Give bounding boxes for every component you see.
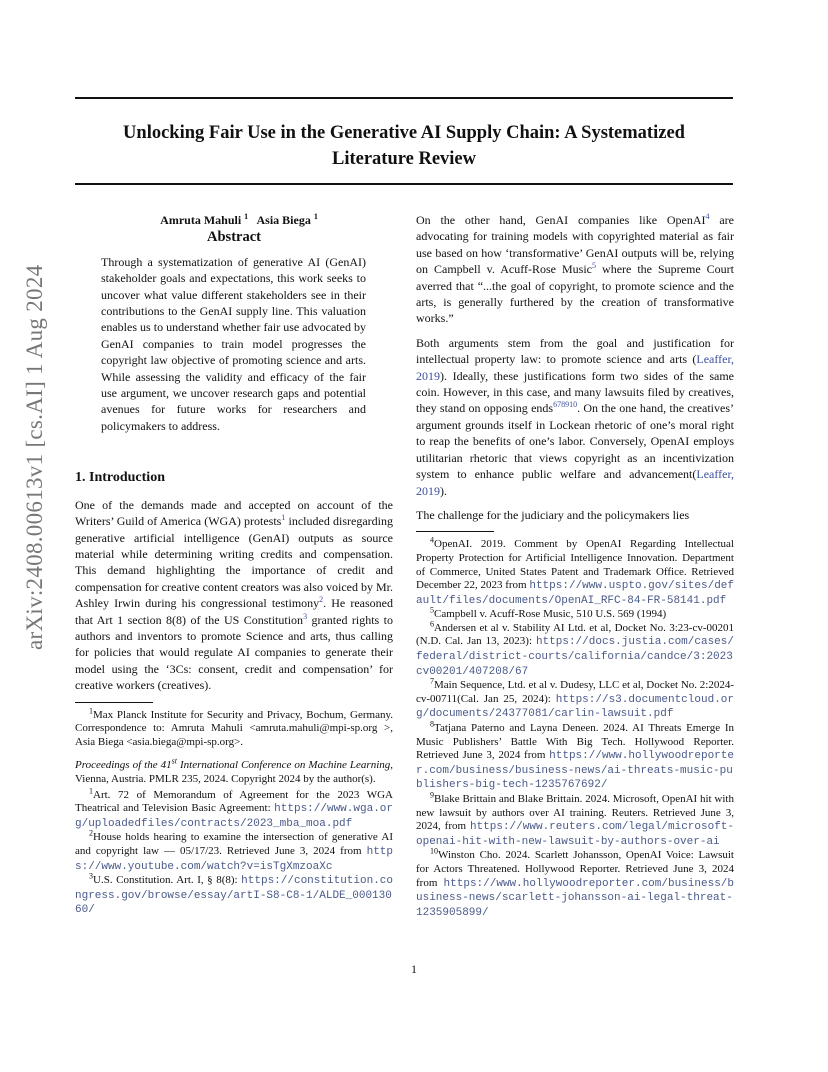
footnote — [416, 846, 734, 920]
footnote-text: OpenAI. 2019. Comment by OpenAI Regarding Intellectual Property Protection for Artificial Intelligence Innovation. Department of Commerce, United States Patent and Trademark Office. Retrieved December 22, 2023 from — [416, 538, 734, 592]
footnote-url-link[interactable]: https://www.uspto.gov/sites/default/files/documents/OpenAI_RFC-84-FR-58141.pdf — [416, 580, 734, 607]
footnote-text: Campbell v. Acuff-Rose Music, 510 U.S. 569 (1994) — [434, 608, 667, 621]
footnote-url-link[interactable]: https://www.wga.org/uploadedfiles/contracts/2023_mba_moa.pdf — [75, 803, 393, 830]
footnote-url-link[interactable]: https://www.youtube.com/watch?v=isTgXmzoaXc — [75, 845, 393, 873]
footnote-text: House holds hearing to examine the intersection of generative AI and copyright law — 05/17/23. Retrieved June 3, 2024 from — [75, 831, 393, 857]
title-top-rule — [75, 97, 733, 99]
footnote-mark: 3 — [89, 871, 93, 881]
arxiv-identifier-stamp: arXiv:2408.00613v1 [cs.AI] 1 Aug 2024 — [22, 264, 47, 650]
footnote-url-link[interactable]: https://s3.documentcloud.org/documents/24377081/carlin-lawsuit.pdf — [416, 693, 734, 721]
footnote-ref[interactable]: 1 — [281, 513, 286, 523]
footnote — [416, 790, 734, 849]
footnote-ref[interactable]: 4 — [705, 212, 710, 221]
body-paragraph: The challenge for the judiciary and the policymakers lies — [416, 507, 690, 522]
footnote-url-link[interactable]: https://www.reuters.com/legal/microsoft-openai-hit-with-new-lawsuit-by-authors-over-ai — [416, 821, 734, 848]
footnote — [416, 719, 734, 793]
footnote-ref[interactable]: 2 — [319, 595, 324, 605]
footnote-ref[interactable]: 678910 — [553, 400, 578, 410]
footnote-mark: 4 — [430, 535, 434, 545]
author-name: Amruta Mahuli — [160, 213, 242, 227]
footnote — [416, 535, 734, 608]
footnote — [416, 605, 734, 622]
footnote-separator — [416, 531, 494, 532]
proceedings-note: Proceedings of the 41st International Conference on Machine Learning, Vienna, Austria. PMLR 235, 2024. Copyright 2024 by the author(s). — [75, 756, 393, 785]
footnote-mark: 2 — [89, 828, 93, 838]
footnote — [416, 619, 734, 679]
footnote-mark: 6 — [430, 619, 434, 629]
footnote-ref[interactable]: 3 — [303, 611, 308, 621]
footnote-url-link[interactable]: https://docs.justia.com/cases/federal/district-courts/california/candce/3:2023cv00201/407208/67 — [416, 636, 734, 678]
footnote-text: Art. 72 of Memorandum of Agreement for the 2023 WGA Theatrical and Television Basic Agreement: — [75, 788, 393, 815]
introduction-paragraph: One of the demands made and accepted on account of the Writers’ Guild of America (WGA) protests$^1$ included disregarding generative artificial intelligence (GenAI) outputs as source material while determining writing credits and compensation. This demand highlighting the importance of credit and compensation for creative content creators was also voiced by Mr. Ashley Irwin during his congressional testimony$^2$. He reasoned that Art 1 section 8(8) of the US Constitution$^3$ granted rights to authors and inventors to promote Science and arts, thus calling for policies that would regulate AI companies to generate their model using the ‘3Cs: consent, credit and compensation’ for creative workers (creatives). — [75, 497, 393, 693]
footnote-mark: 5 — [430, 605, 434, 615]
abstract-heading: Abstract — [207, 229, 261, 246]
author-name: Asia Biega — [256, 213, 311, 227]
footnote-text: Andersen et al v. Stability AI Ltd. et al, Docket No. 3:23-cv-00201 (N.D. Cal. Jan 13, 2023): — [416, 621, 734, 648]
footnote-text: Blake Brittain and Blake Brittain. 2024. Microsoft, OpenAI hit with new lawsuit by authors over AI training. Reuters. Retrieved June 3, 2024, from — [416, 793, 734, 833]
author-affiliation-mark: 1 — [313, 212, 318, 221]
footnote — [75, 785, 393, 832]
title-line-2: Literature Review — [331, 149, 476, 169]
footnote — [75, 871, 393, 918]
abstract-body: Through a systematization of generative AI (GenAI) stakeholder goals and expectations, this work seeks to uncover what value different stakeholders see in their contributions to the GenAI supply line. This valuation enables us to understand whether fair use advocated by GenAI companies to train model progresses the copyright law objective of promoting science and arts. While assessing the validity and efficacy of the fair use argument, we uncover research gaps and potential avenues for future works for researchers and policymakers to address. — [101, 254, 366, 433]
right-footnote-list — [416, 535, 734, 920]
author-list — [75, 212, 393, 228]
citation-link[interactable]: Leaffer, 2019 — [416, 352, 734, 383]
footnote-mark: 8 — [430, 719, 434, 729]
page-number: 1 — [411, 962, 417, 976]
footnote-ref[interactable]: 5 — [592, 261, 597, 271]
body-paragraph: Both arguments stem from the goal and justification for intellectual property law: to promote science and arts (Leaffer, 2019). Ideally, these justifications form two sides of the same coin. However, in this case, and many lawsuits filed by creatives, they stand on opposing ends$^{678910}$. On the one hand, the creatives’ argument grounds itself in Lockean rhetoric of one’s moral right to reap the benefits of one’s labor. Conversely, OpenAI employs utilitarian rhetoric that views copyright as an incentivization system to enhance public welfare and advancement(Leaffer, 2019). — [416, 335, 734, 498]
footnote-url-link[interactable]: https://constitution.congress.gov/browse/essay/artI-S8-C8-1/ALDE_00013060/ — [75, 875, 393, 917]
section-heading-introduction: 1. Introduction — [75, 470, 165, 486]
footnote-text: U.S. Constitution. Art. I, § 8(8): — [93, 874, 242, 887]
author-affiliation-mark: 1 — [244, 212, 249, 221]
title-bottom-rule — [75, 183, 733, 185]
footnote-mark: 9 — [430, 790, 434, 800]
footnote-text: Winston Cho. 2024. Scarlett Johansson, OpenAI Voice: Lawsuit for Actors Threatened. Hollywood Reporter. Retrieved June 3, 2024 from — [416, 849, 734, 889]
footnote — [75, 828, 393, 874]
paper-title — [75, 120, 733, 172]
footnote-text: Main Sequence, Ltd. et al v. Dudesy, LLC et al, Docket No. 2:2024-cv-00711(Cal. Jan 25, 2024): — [416, 679, 734, 705]
footnote — [416, 676, 734, 722]
footnote-url-link[interactable]: https://www.hollywoodreporter.com/business/business-news/ai-threats-music-publishers-big-tech-1235767692/ — [416, 750, 734, 792]
footnote-separator — [75, 702, 153, 703]
footnote-mark: 7 — [430, 676, 434, 686]
body-paragraph: On the other hand, GenAI companies like OpenAI$^4$ are advocating for training models with copyrighted material as fair use based on how ‘transformative’ GenAI outputs will be, relying on Campbell v. Acuff-Rose Music$^5$ where the Supreme Court averred that “...the goal of copyright, to promote science and the arts, is generally furthered by the creation of transformative works.” — [416, 212, 735, 326]
footnote-url-link[interactable]: https://www.hollywoodreporter.com/business/business-news/scarlett-johansson-ai-legal-threat-1235905899/ — [416, 877, 734, 919]
title-line-1: Unlocking Fair Use in the Generative AI Supply Chain: A Systematized — [123, 123, 685, 143]
footnote-text: Tatjana Paterno and Layna Deneen. 2024. AI Threats Emerge In Music Publishers’ Battle With Big Tech. Hollywood Reporter. Retrieved June 3, 2024 from — [416, 722, 734, 762]
left-column — [75, 212, 393, 918]
footnote-mark: 1 — [89, 785, 93, 795]
right-column — [416, 212, 734, 920]
left-footnote-list — [75, 785, 393, 918]
affiliation-footnote: $^1$Max Planck Institute for Security and Privacy, Bochum, Germany. Correspondence to: Amruta Mahuli <amruta.mahuli@mpi-sp.org >, Asia Biega <asia.biega@mpi-sp.org>. — [75, 705, 393, 748]
footnote-mark: 10 — [430, 846, 438, 856]
citation-link[interactable]: Leaffer, 2019 — [416, 467, 734, 498]
